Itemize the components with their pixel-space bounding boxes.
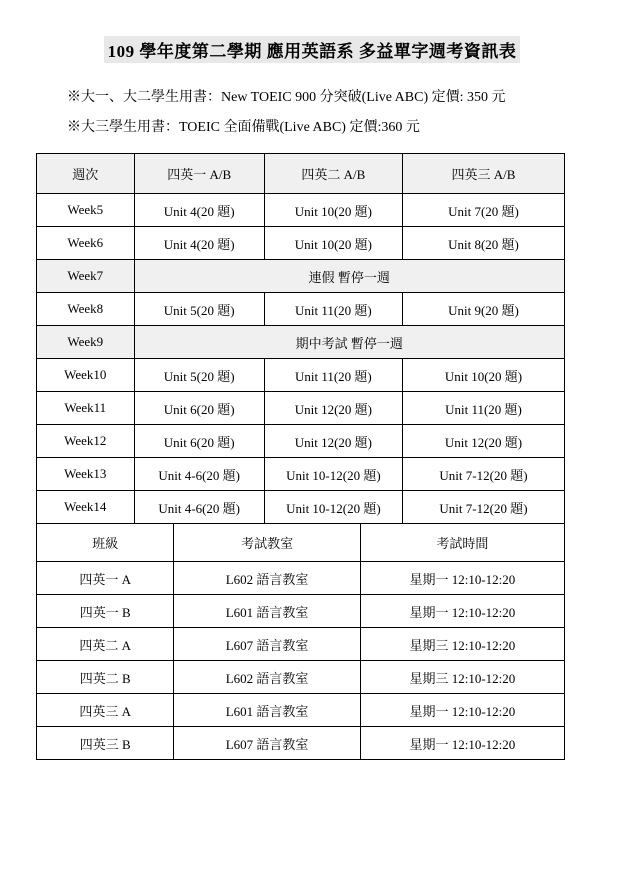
- room-row: [37, 595, 565, 628]
- schedule-break-cell: 期中考試 暫停一週: [134, 326, 564, 359]
- schedule-unit-cell: Unit 5(20 題): [134, 293, 264, 326]
- schedule-unit-cell: Unit 7-12(20 題): [402, 491, 564, 524]
- class-cell: 四英三 A: [37, 694, 174, 727]
- room-cell: L601 語言教室: [174, 595, 360, 628]
- week-label: Week10: [37, 359, 135, 392]
- schedule-unit-cell: Unit 10-12(20 題): [264, 491, 402, 524]
- week-label: Week6: [37, 227, 135, 260]
- schedule-unit-cell: Unit 12(20 題): [264, 425, 402, 458]
- room-header-row: [37, 524, 565, 562]
- schedule-unit-cell: Unit 10-12(20 題): [264, 458, 402, 491]
- schedule-unit-cell: Unit 4(20 題): [134, 194, 264, 227]
- schedule-unit-cell: Unit 10(20 題): [264, 227, 402, 260]
- schedule-row: [37, 425, 565, 458]
- room-row: [37, 562, 565, 595]
- schedule-header-cell: 四英三 A/B: [402, 154, 564, 194]
- page-title: 109 學年度第二學期 應用英語系 多益單字週考資訊表: [104, 36, 521, 63]
- schedule-unit-cell: Unit 9(20 題): [402, 293, 564, 326]
- schedule-row: [37, 260, 565, 293]
- schedule-row: [37, 326, 565, 359]
- schedule-header-cell: 四英一 A/B: [134, 154, 264, 194]
- room-cell: L602 語言教室: [174, 562, 360, 595]
- room-row: [37, 694, 565, 727]
- week-label: Week9: [37, 326, 135, 359]
- room-cell: L602 語言教室: [174, 661, 360, 694]
- schedule-unit-cell: Unit 5(20 題): [134, 359, 264, 392]
- week-label: Week8: [37, 293, 135, 326]
- schedule-unit-cell: Unit 7-12(20 題): [402, 458, 564, 491]
- schedule-unit-cell: Unit 12(20 題): [402, 425, 564, 458]
- time-cell: 星期一 12:10-12:20: [360, 562, 564, 595]
- time-cell: 星期一 12:10-12:20: [360, 595, 564, 628]
- schedule-row: [37, 392, 565, 425]
- time-cell: 星期一 12:10-12:20: [360, 727, 564, 760]
- room-header-cell: 班級: [37, 524, 174, 562]
- room-cell: L601 語言教室: [174, 694, 360, 727]
- class-cell: 四英一 B: [37, 595, 174, 628]
- schedule-row: [37, 359, 565, 392]
- schedule-row: [37, 194, 565, 227]
- week-label: Week11: [37, 392, 135, 425]
- week-label: Week12: [37, 425, 135, 458]
- class-cell: 四英二 A: [37, 628, 174, 661]
- schedule-unit-cell: Unit 12(20 題): [264, 392, 402, 425]
- schedule-break-cell: 連假 暫停一週: [134, 260, 564, 293]
- schedule-row: [37, 458, 565, 491]
- textbook-note-year3: ※大三學生用書：TOEIC 全面備戰(Live ABC) 定價:360 元: [67, 120, 420, 135]
- room-header-cell: 考試時間: [360, 524, 564, 562]
- room-header-cell: 考試教室: [174, 524, 360, 562]
- schedule-header-cell: 週次: [37, 154, 135, 194]
- week-label: Week5: [37, 194, 135, 227]
- exam-room-table: [36, 523, 565, 760]
- room-row: [37, 628, 565, 661]
- textbook-note-year1-2: ※大一、大二學生用書：New TOEIC 900 分突破(Live ABC) 定價: 350 元: [67, 90, 506, 105]
- schedule-unit-cell: Unit 11(20 題): [402, 392, 564, 425]
- schedule-row: [37, 293, 565, 326]
- class-cell: 四英一 A: [37, 562, 174, 595]
- schedule-unit-cell: Unit 8(20 題): [402, 227, 564, 260]
- schedule-unit-cell: Unit 6(20 題): [134, 425, 264, 458]
- weekly-quiz-schedule-table: [36, 153, 565, 524]
- class-cell: 四英三 B: [37, 727, 174, 760]
- schedule-unit-cell: Unit 4-6(20 題): [134, 458, 264, 491]
- room-row: [37, 727, 565, 760]
- week-label: Week13: [37, 458, 135, 491]
- schedule-header-row: [37, 154, 565, 194]
- class-cell: 四英二 B: [37, 661, 174, 694]
- time-cell: 星期三 12:10-12:20: [360, 661, 564, 694]
- schedule-row: [37, 227, 565, 260]
- schedule-unit-cell: Unit 11(20 題): [264, 293, 402, 326]
- week-label: Week7: [37, 260, 135, 293]
- week-label: Week14: [37, 491, 135, 524]
- schedule-unit-cell: Unit 11(20 題): [264, 359, 402, 392]
- schedule-header-cell: 四英二 A/B: [264, 154, 402, 194]
- room-row: [37, 661, 565, 694]
- schedule-unit-cell: Unit 7(20 題): [402, 194, 564, 227]
- room-cell: L607 語言教室: [174, 628, 360, 661]
- schedule-row: [37, 491, 565, 524]
- time-cell: 星期三 12:10-12:20: [360, 628, 564, 661]
- schedule-unit-cell: Unit 10(20 題): [402, 359, 564, 392]
- schedule-unit-cell: Unit 4-6(20 題): [134, 491, 264, 524]
- schedule-unit-cell: Unit 4(20 題): [134, 227, 264, 260]
- schedule-unit-cell: Unit 10(20 題): [264, 194, 402, 227]
- schedule-unit-cell: Unit 6(20 題): [134, 392, 264, 425]
- time-cell: 星期一 12:10-12:20: [360, 694, 564, 727]
- room-cell: L607 語言教室: [174, 727, 360, 760]
